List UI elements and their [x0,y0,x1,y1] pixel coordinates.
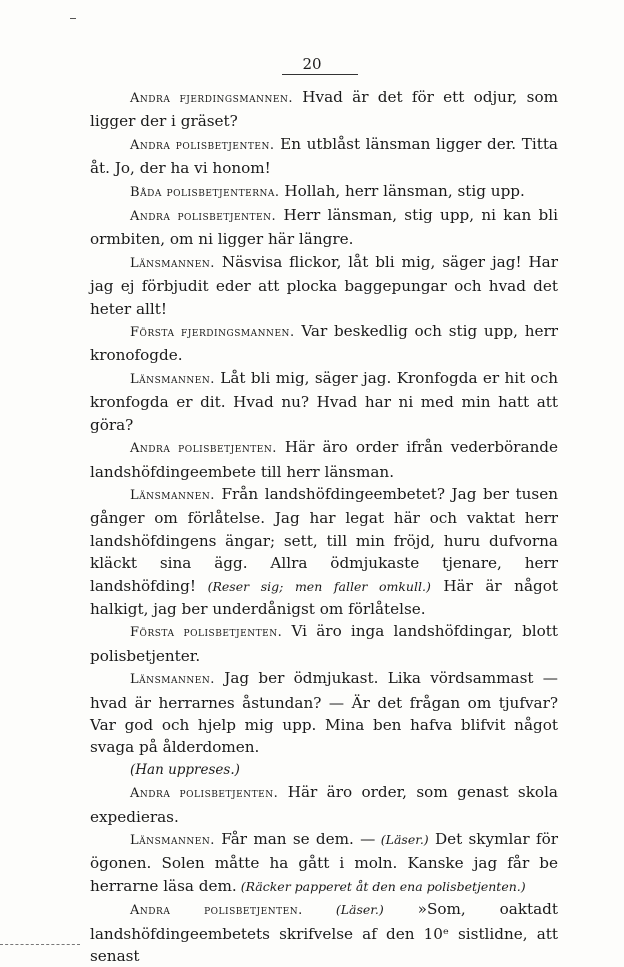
speaker-name: Länsmannen. [130,672,215,688]
dialogue-text: Här äro order ifrån vederbörande landshöfdingeembete till herr länsman. [90,438,558,481]
speaker-name: Andra polisbetjenten. [130,441,277,457]
dialogue-line [90,367,558,436]
dialogue-line [90,898,558,967]
dialogue-text: Hvad är det för ett odjur, som ligger der i gräset? [90,88,558,131]
stage-direction [90,759,558,781]
dialogue-line [90,781,558,828]
scan-mark [70,18,76,19]
inline-stage-direction: (Räcker papperet åt den ena polisbetjenten.) [236,878,526,894]
dialogue-text: En utblåst länsman ligger der. Titta åt. Jo, der ha vi honom! [90,134,558,178]
inline-stage-direction: (Läser.) [302,902,384,918]
dialogue-line [90,620,558,667]
speaker-name: Första fjerdingsmannen. [130,325,295,341]
dialogue-line [90,436,558,483]
page-number-rule [282,74,358,75]
speaker-name: Andra polisbetjenten. [130,786,279,802]
dialogue-line [90,828,558,898]
dialogue-line [90,86,558,133]
dialogue-line [90,251,558,320]
dialogue-text: Näsvisa flickor, låt bli mig, säger jag! Har jag ej förbjudit eder att plocka baggepungar och hvad det heter allt! [90,252,558,318]
speaker-name: Andra polisbetjenten. [130,137,275,153]
speaker-name: Länsmannen. [130,371,215,387]
dialogue-line [90,180,558,204]
speaker-name: Länsmannen. [130,487,215,503]
dialogue-text-continued: Här är något halkigt, jag ber underdånigst om förlåtelse. [90,576,558,618]
speaker-name: Första polisbetjenten. [130,625,283,641]
dialogue-text: Låt bli mig, säger jag. Kronfogda er hit och kronfogda er dit. Hvad nu? Hvad har ni med min hatt att göra? [90,368,558,434]
speaker-name: Länsmannen. [130,833,215,848]
play-text [90,86,558,967]
dialogue-text: Var beskedlig och stig upp, herr kronofogde. [90,322,558,365]
speaker-name: Båda polisbetjenterna. [130,184,280,200]
speaker-name: Andra fjerdingsmannen. [130,91,294,106]
speaker-name: Länsmannen. [130,255,215,271]
dialogue-text: Här äro order, som genast skola expedieras. [90,783,558,826]
dialogue-text-continued: Det skymlar för ögonen. Solen måtte ha gått i moln. Kanske jag får be herrarne läsa dem. [90,830,558,895]
speaker-name: Andra polisbetjenten. [130,209,277,225]
scan-artifact [0,938,80,945]
dialogue-text: Från landshöfdingeembetet? Jag ber tusen gånger om förlåtelse. Jag har legat här och vaktat herr landshöfdingens ängar; sett, till min fröjd, huru dufvorna kläckt sina ägg. Allra ödmjukaste tjenare, herr landshöfding! [90,484,558,595]
dialogue-line [90,204,558,251]
speaker-name: Andra polisbetjenten. [130,903,303,919]
dialogue-line [90,667,558,759]
dialogue-text: Hollah, herr länsman, stig upp. [279,181,525,200]
dialogue-line [90,320,558,367]
dialogue-text-continued: »Som, oaktadt landshöfdingeembetets skrifvelse af den 10ᵉ sistlidne, att senast [90,900,558,966]
stage-direction-text: (Han uppreses.) [130,761,240,778]
dialogue-line [90,133,558,180]
dialogue-text: Jag ber ödmjukast. Lika vördsammast — hvad är herrarnes åstundan? — Är det frågan om tjufvar? Var god och hjelp mig upp. Mina ben hafva blifvit något svaga på ålderdomen. [90,669,558,757]
dialogue-text: Får man se dem. — [214,830,376,848]
page-number: 20 [302,55,322,73]
dialogue-line [90,483,558,620]
inline-stage-direction: (Reser sig; men faller omkull.) [195,578,431,594]
dialogue-text: Vi äro inga landshöfdingar, blott polisbetjenter. [90,622,559,665]
dialogue-text: Herr länsman, stig upp, ni kan bli ormbiten, om ni ligger här längre. [90,206,558,249]
inline-stage-direction: (Läser.) [375,832,429,847]
